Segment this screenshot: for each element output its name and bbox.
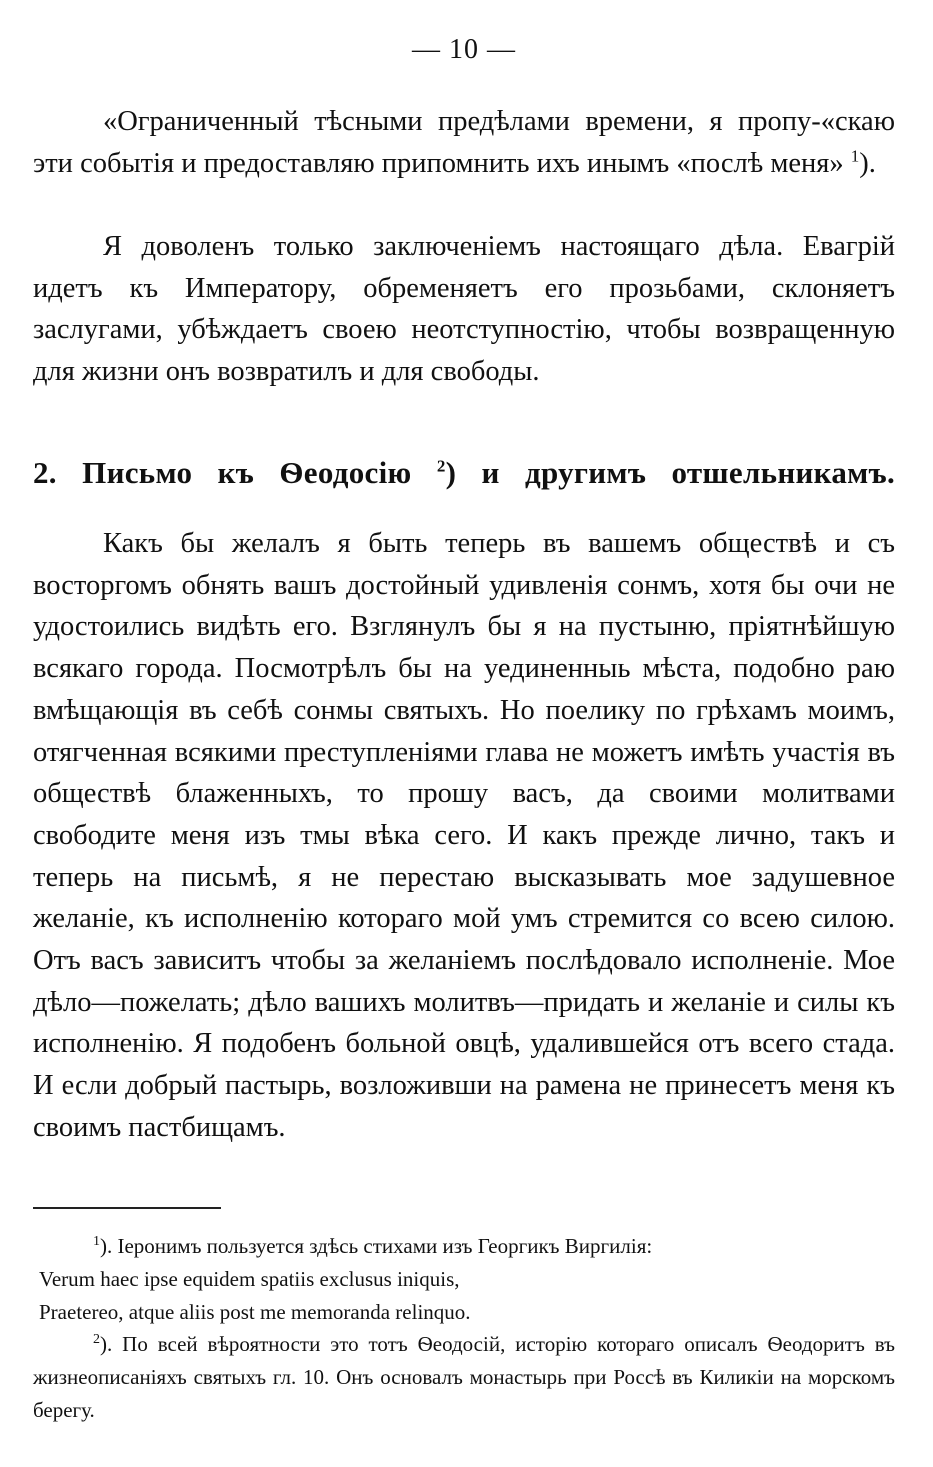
footnote-1-text: ). Іеронимъ пользуется здѣсь стихами изъ Георгикъ Виргилія: <box>100 1234 653 1258</box>
footnote-1 <box>33 1230 895 1263</box>
paragraph-conclusion: Я доволенъ только заключеніемъ настоящаго дѣла. Евагрій идетъ къ Императору, обременяетъ его прозьбами, склоняетъ заслугами, убѣждаетъ своею неотступностію, чтобы возвращенную для жизни онъ возвратилъ и для свободы. <box>33 231 895 388</box>
section-heading <box>33 451 895 495</box>
footnote-latin-line-1: Verum haec ipse equidem spatiis exclusus iniquis, <box>39 1267 460 1291</box>
paragraph-quote-text: «Ограниченный тѣсными предѣлами времени, я пропу-«скаю эти событія и предоставляю припомнить ихъ инымъ «послѣ меня» <box>33 106 895 179</box>
book-page <box>33 0 895 1467</box>
page-number: — 10 — <box>412 34 516 65</box>
section-heading-number: 2. <box>33 455 57 490</box>
section-heading-text: Письмо къ Ѳеодосію <box>82 455 412 490</box>
paragraph-quote <box>33 101 895 184</box>
section-heading-text-tail: ) и другимъ отшельникамъ. <box>445 455 895 490</box>
paragraph-quote-tail: ). <box>859 147 876 179</box>
footnote-2-text: ). По всей вѣроятности это тотъ Ѳеодосій, исторію котораго описалъ Ѳеодоритъ въ жизнеописаніяхъ святыхъ гл. 10. Онъ основалъ монастырь при Россѣ въ Киликіи на морскомъ берегу. <box>33 1332 895 1422</box>
footnote-divider <box>33 1207 221 1209</box>
footnote-latin-line-2: Praetereo, atque aliis post me memoranda relinquo. <box>39 1300 471 1324</box>
footnote-2-mark: 2 <box>93 1332 100 1347</box>
paragraph-letter: Какъ бы желалъ я быть теперь въ вашемъ обществѣ и съ восторгомъ обнять вашъ достойный удивленія сонмъ, хотя бы очи не удостоились видѣть его. Взглянулъ бы я на пустыню, пріятнѣйшую всякаго города. Посмотрѣлъ бы на уединенныь мѣста, подобно раю вмѣщающія въ себѣ сонмы святыхъ. Но поелику по грѣхамъ моимъ, отягченная всякими преступленіями глава не можетъ имѣть участія въ обществѣ блаженныхъ, то прошу васъ, да своими молитвами свободите меня изъ тмы вѣка сего. И какъ прежде лично, такъ и теперь на письмѣ, я не перестаю высказывать мое задушевное желаніе, къ исполненію котораго мой умъ стремится со всею силою. Отъ васъ зависитъ чтобы за желаніемъ послѣдовало исполненіе. Мое дѣло—пожелать; дѣло вашихъ молитвъ—придать и желаніе и силы къ исполненію. Я подобенъ больной овцѣ, удалившейся отъ всего стада. И если добрый пастырь, возложивши на рамена не принесетъ меня къ своимъ пастбищамъ. <box>33 528 895 1143</box>
footnote-1-mark: 1 <box>93 1234 100 1249</box>
footnote-2 <box>33 1328 895 1427</box>
footnote-ref-1[interactable]: 1 <box>850 146 860 166</box>
footnote-ref-2[interactable]: 2 <box>436 456 446 476</box>
